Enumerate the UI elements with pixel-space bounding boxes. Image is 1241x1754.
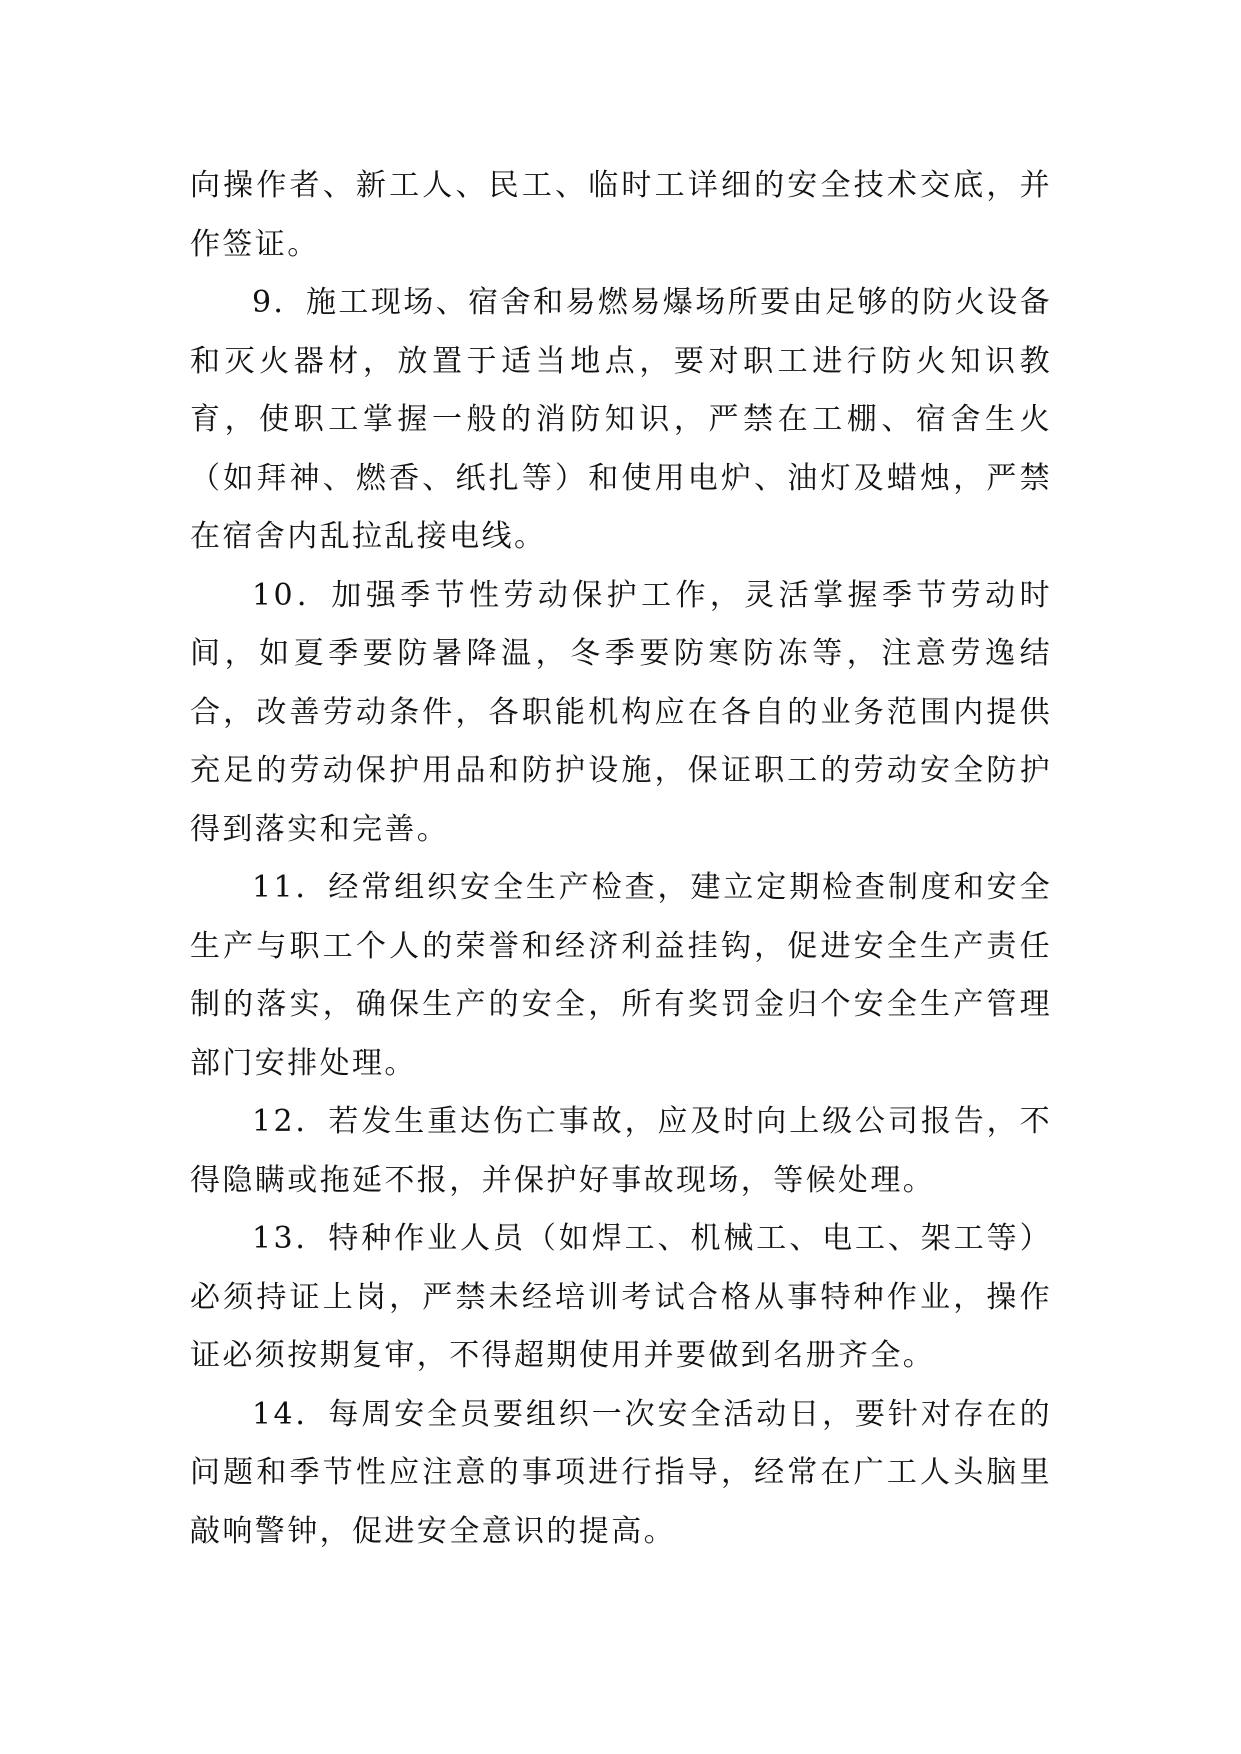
paragraph-continuation: 向操作者、新工人、民工、临时工详细的安全技术交底，并作签证。 [190, 168, 1052, 262]
paragraph-item-12: 12．若发生重达伤亡事故，应及时向上级公司报告，不得隐瞒或拖延不报，并保护好事故现场，等候处理。 [190, 1104, 1052, 1198]
paragraph-item-13: 13．特种作业人员（如焊工、机械工、电工、架工等）必须持证上岗，严禁未经培训考试合格从事特种作业，操作证必须按期复审，不得超期使用并要做到名册齐全。 [190, 1221, 1052, 1373]
paragraph-item-14: 14．每周安全员要组织一次安全活动日，要针对存在的问题和季节性应注意的事项进行指导，经常在广工人头脑里敲响警钟，促进安全意识的提高。 [190, 1396, 1052, 1549]
paragraph-item-10: 10．加强季节性劳动保护工作，灵活掌握季节劳动时间，如夏季要防暑降温，冬季要防寒防冻等，注意劳逸结合，改善劳动条件，各职能机构应在各自的业务范围内提供充足的劳动保护用品和防护设施，保证职工的劳动安全防护得到落实和完善。 [190, 577, 1052, 847]
paragraph-item-9: 9．施工现场、宿舍和易燃易爆场所要由足够的防火设备和灭火器材，放置于适当地点，要对职工进行防火知识教育，使职工掌握一般的消防知识，严禁在工棚、宿舍生火（如拜神、燃香、纸扎等）和使用电炉、油灯及蜡烛，严禁在宿舍内乱拉乱接电线。 [190, 285, 1052, 554]
document-body [190, 157, 1052, 1561]
paragraph-item-11: 11．经常组织安全生产检查，建立定期检查制度和安全生产与职工个人的荣誉和经济利益挂钩，促进安全生产责任制的落实，确保生产的安全，所有奖罚金归个安全生产管理部门安排处理。 [190, 870, 1052, 1081]
